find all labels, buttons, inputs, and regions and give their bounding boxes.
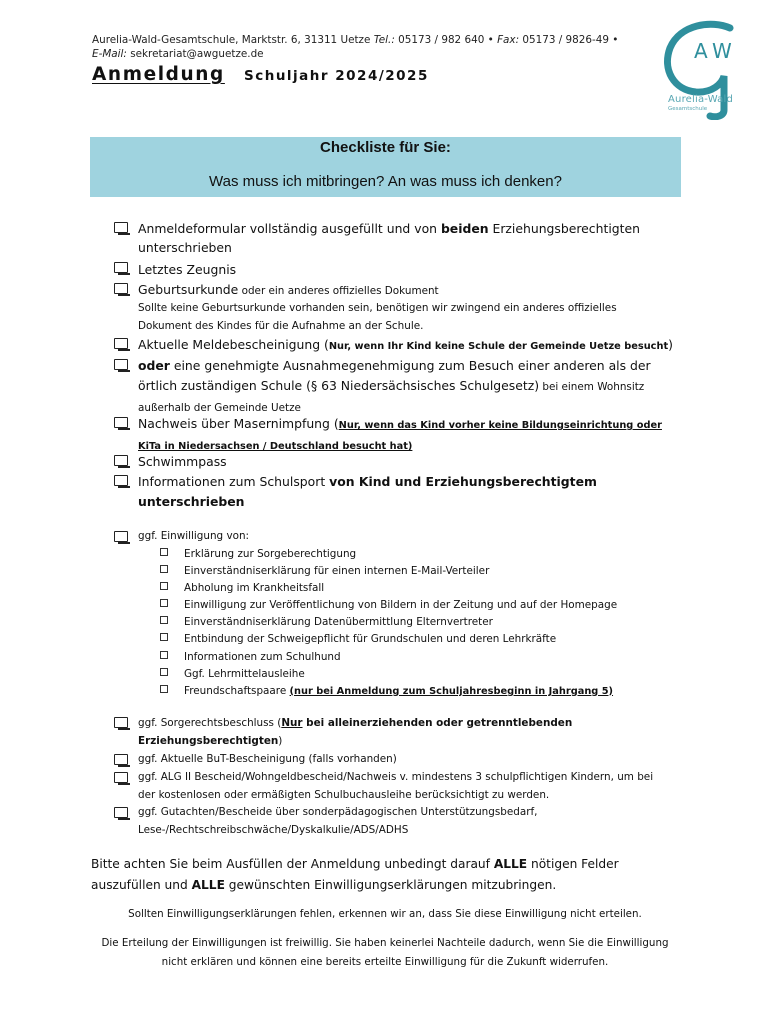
- sub-item-label: Informationen zum Schulhund: [184, 650, 341, 663]
- item-text: Erziehungsberechtigten unterschrieben: [138, 221, 640, 255]
- checkbox-special-needs[interactable]: [114, 807, 128, 818]
- instruction-paragraph: [91, 854, 681, 896]
- checklist-item-form: [138, 219, 678, 257]
- item-text: Geburtsurkunde: [138, 282, 239, 297]
- sub-checkbox[interactable]: [160, 616, 168, 624]
- sub-checkbox[interactable]: [160, 565, 168, 573]
- banner-subtitle: Was muss ich mitbringen? An was muss ich denken?: [209, 173, 562, 190]
- checklist-item-but-certificate: ggf. Aktuelle BuT-Bescheinigung (falls vorhanden): [138, 753, 397, 765]
- logo-letter-w: W: [712, 39, 732, 63]
- page-title: Anmeldung: [92, 64, 225, 85]
- item-text: ggf. Sorgerechtsbeschluss (: [138, 717, 282, 729]
- checklist-item-registration-certificate: [138, 335, 678, 356]
- school-address: Aurelia-Wald-Gesamtschule, Marktstr. 6, 31311 Uetze: [92, 34, 371, 46]
- item-text: ): [278, 734, 283, 747]
- banner-title: Checkliste für Sie:: [320, 139, 451, 156]
- item-emphasis: Nur, wenn Ihr Kind keine Schule der Gemeinde Uetze besucht: [328, 341, 669, 352]
- consent-sub-item[interactable]: [160, 614, 617, 631]
- checkbox-exemption[interactable]: [114, 359, 128, 370]
- separator-bullet-2: •: [612, 34, 619, 46]
- sub-checkbox[interactable]: [160, 668, 168, 676]
- item-text: eine genehmigte Ausnahmegenehmigung zum Besuch einer anderen als der örtlich zuständigen Schule (§ 63 Niedersächsisches Schulgesetz): [138, 358, 651, 393]
- checklist-item-report-card: Letztes Zeugnis: [138, 262, 237, 277]
- checkbox-swim-pass[interactable]: [114, 455, 128, 466]
- checkbox-report-card[interactable]: [114, 262, 128, 273]
- checklist-item-school-sports: [138, 472, 678, 512]
- checkbox-form-signed[interactable]: [114, 222, 128, 233]
- item-emphasis: oder: [138, 358, 170, 373]
- email-label: E-Mail:: [92, 48, 127, 60]
- school-email-line: [92, 46, 264, 62]
- paragraph-text: nötigen Felder auszufüllen und: [91, 857, 619, 892]
- consent-sub-item[interactable]: [160, 580, 617, 597]
- consent-sub-item[interactable]: [160, 649, 617, 666]
- sub-checkbox[interactable]: [160, 685, 168, 693]
- checkbox-alg-ii[interactable]: [114, 772, 128, 783]
- paragraph-text: gewünschten Einwilligungserklärungen mitzubringen.: [224, 878, 557, 892]
- fax-label: Fax:: [497, 34, 520, 46]
- title-row: [92, 64, 429, 85]
- sub-item-emphasis: (nur bei Anmeldung zum Schuljahresbeginn in Jahrgang 5): [289, 685, 614, 697]
- sub-checkbox[interactable]: [160, 651, 168, 659]
- checklist-item-consents: ggf. Einwilligung von:: [138, 530, 250, 542]
- school-year: Schuljahr 2024/2025: [243, 68, 429, 84]
- item-emphasis: Nur, wenn das Kind vorher keine Bildungseinrichtung oder KiTa in Niedersachsen / Deutschland besucht hat): [138, 420, 662, 452]
- checkbox-school-sports[interactable]: [114, 475, 128, 486]
- consent-sub-list: [160, 546, 617, 700]
- sub-checkbox[interactable]: [160, 582, 168, 590]
- logo-name: Aurelia-Wald: [668, 94, 734, 105]
- checkbox-measles-vaccination[interactable]: [114, 417, 128, 428]
- sub-item-label: Abholung im Krankheitsfall: [184, 582, 325, 595]
- separator-bullet: •: [487, 34, 494, 46]
- fax-number: 05173 / 9826-49: [522, 34, 609, 46]
- email-address[interactable]: sekretariat@awguetze.de: [130, 48, 264, 60]
- consent-sub-item[interactable]: [160, 631, 617, 648]
- checklist-item-exemption: [138, 356, 678, 419]
- sub-checkbox[interactable]: [160, 633, 168, 641]
- item-text-small: bei einem Wohnsitz außerhalb der Gemeinde Uetze: [138, 380, 645, 414]
- checkbox-but-certificate[interactable]: [114, 754, 128, 765]
- consent-sub-item[interactable]: [160, 666, 617, 683]
- consent-sub-item[interactable]: [160, 563, 617, 580]
- paragraph-emphasis: ALLE: [493, 857, 528, 871]
- missing-consent-note: Sollten Einwilligungserklärungen fehlen, erkennen wir an, dass Sie diese Einwilligung nicht erteilen.: [128, 908, 642, 920]
- checkbox-birth-certificate[interactable]: [114, 283, 128, 294]
- sub-item-label: Einverständniserklärung Datenübermittlung Elternvertreter: [184, 616, 493, 629]
- item-text: Anmeldeformular vollständig ausgefüllt und von: [138, 221, 441, 236]
- checklist-item-custody-decision: [138, 715, 678, 750]
- sub-checkbox[interactable]: [160, 599, 168, 607]
- sub-item-label: Einverständniserklärung für einen internen E-Mail-Verteiler: [184, 565, 490, 578]
- birth-certificate-note: Sollte keine Geburtsurkunde vorhanden sein, benötigen wir zwingend ein anderes offizielles Dokument des Kindes für die Aufnahme an der Schule.: [138, 302, 617, 332]
- tel-number: 05173 / 982 640: [398, 34, 485, 46]
- consent-sub-item[interactable]: [160, 597, 617, 614]
- checkbox-consents[interactable]: [114, 531, 128, 542]
- consent-sub-item[interactable]: [160, 546, 617, 563]
- sub-item-label: Erklärung zur Sorgeberechtigung: [184, 548, 357, 560]
- consent-sub-item[interactable]: [160, 683, 617, 700]
- checklist-item-birth-certificate: [138, 280, 678, 301]
- checklist-item-special-needs: ggf. Gutachten/Bescheide über sonderpädagogischen Unterstützungsbedarf, Lese-/Rechtschreibschwäche/Dyskalkulie/ADS/ADHS: [138, 806, 538, 836]
- checklist-item-measles: [138, 414, 678, 456]
- sub-item-label: Einwilligung zur Veröffentlichung von Bildern in der Zeitung und auf der Homepage: [184, 599, 618, 612]
- checkbox-registration-certificate[interactable]: [114, 338, 128, 349]
- item-text: ): [668, 337, 673, 352]
- voluntary-consent-note: Die Erteilung der Einwilligungen ist freiwillig. Sie haben keinerlei Nachteile dadurch, wenn Sie die Einwilligung nicht erklären und können eine bereits erteilte Einwilligung für die Zukunft widerrufen.: [101, 937, 669, 968]
- item-text: Aktuelle Meldebescheinigung (: [138, 337, 329, 352]
- sub-item-label: Entbindung der Schweigepflicht für Grundschulen und deren Lehrkräfte: [184, 633, 557, 646]
- sub-checkbox[interactable]: [160, 548, 168, 556]
- tel-label: Tel.:: [373, 34, 395, 46]
- paragraph-text: Bitte achten Sie beim Ausfüllen der Anmeldung unbedingt darauf: [91, 857, 494, 871]
- logo-letter-a: A: [694, 39, 708, 63]
- item-emphasis: bei alleinerziehenden oder getrenntlebenden Erziehungsberechtigten: [138, 717, 573, 747]
- item-emphasis: Nur: [281, 717, 303, 729]
- item-emphasis: von Kind und Erziehungsberechtigtem unterschrieben: [138, 474, 597, 509]
- sub-item-label: Ggf. Lehrmittelausleihe: [184, 667, 305, 680]
- checklist-item-alg-ii: ggf. ALG II Bescheid/Wohngeldbescheid/Nachweis v. mindestens 3 schulpflichtigen Kindern, um bei der kostenlosen oder ermäßigten Schulbuchausleihe berücksichtigt zu werden.: [138, 771, 654, 801]
- item-text: Informationen zum Schulsport: [138, 474, 330, 489]
- sub-item-label: Freundschaftspaare: [184, 684, 290, 697]
- item-text: Nachweis über Masernimpfung (: [138, 416, 339, 431]
- item-text-small: oder ein anderes offizielles Dokument: [238, 285, 439, 297]
- checklist-item-swim-pass: Schwimmpass: [138, 454, 227, 469]
- checkbox-custody-decision[interactable]: [114, 717, 128, 728]
- checklist-banner: [90, 137, 681, 197]
- item-emphasis: beiden: [440, 221, 489, 236]
- logo-subtitle: Gesamtschule: [668, 106, 708, 112]
- paragraph-emphasis: ALLE: [191, 878, 225, 892]
